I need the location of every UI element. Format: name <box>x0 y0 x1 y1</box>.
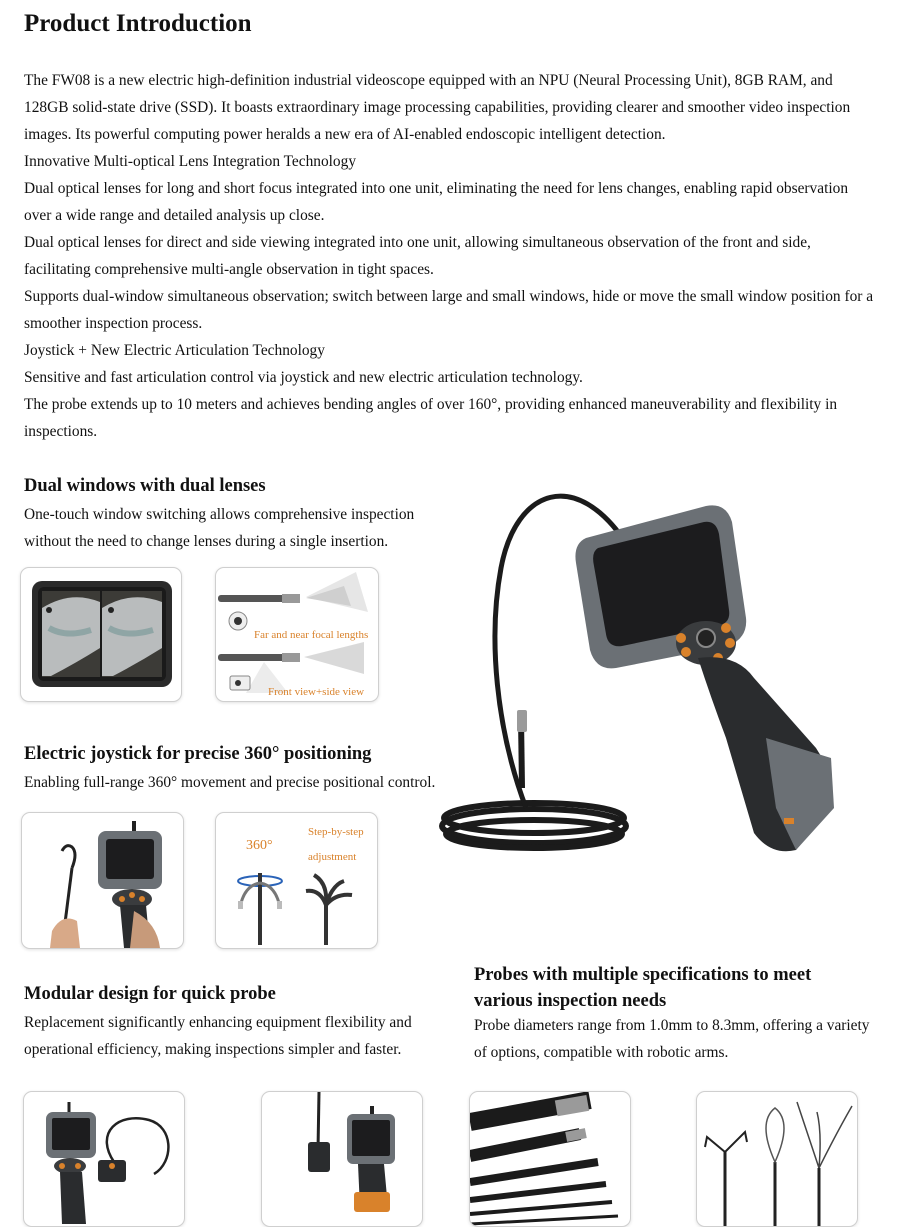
module-swap-image <box>261 1091 423 1227</box>
intro-paragraph: The FW08 is a new electric high-definition industrial videoscope equipped with an NPU (Neural Processing Unit), 8GB RAM, and 128GB solid-state drive (SSD). It boasts extraordinary image processing capabilities, providing clearer and smoother video inspection images. Its powerful computing power heralds a new era of AI-enabled endoscopic intelligent detection. <box>24 72 851 143</box>
modular-section-title: Modular design for quick probe <box>24 984 276 1004</box>
dual-section-title: Dual windows with dual lenses <box>24 476 266 496</box>
modular-section-text: Replacement significantly enhancing equipment flexibility and operational efficiency, making inspections simpler and faster. <box>24 1014 412 1058</box>
label-step-1: Step-by-step <box>308 826 364 838</box>
intro-paragraph: Dual optical lenses for long and short focus integrated into one unit, eliminating the need for lens changes, enabling rapid observation over a wide range and detailed analysis up close. <box>24 180 849 224</box>
label-step-2: adjustment <box>308 851 357 863</box>
intro-subheading: Joystick + New Electric Articulation Technology <box>24 342 325 359</box>
probe-sizes-image <box>469 1091 631 1227</box>
intro-paragraph: Supports dual-window simultaneous observation; switch between large and small windows, hide or move the small window position for a smoother inspection process. <box>24 288 874 332</box>
intro-paragraph: The probe extends up to 10 meters and achieves bending angles of over 160°, providing enhanced maneuverability and flexibility in inspections. <box>24 396 838 440</box>
probe-tools-image <box>696 1091 858 1227</box>
device-with-probe-image <box>23 1091 185 1227</box>
intro-subheading: Innovative Multi-optical Lens Integration Technology <box>24 153 357 170</box>
page-title: Product Introduction <box>24 10 252 37</box>
dual-window-image <box>20 567 182 702</box>
lens-diagram-image <box>215 567 379 702</box>
probes-section-text: Probe diameters range from 1.0mm to 8.3mm, offering a variety of options, compatible with robotic arms. <box>474 1017 870 1061</box>
intro-paragraph: Dual optical lenses for direct and side viewing integrated into one unit, allowing simultaneous observation of the front and side, facilitating comprehensive multi-angle observation in tight spaces. <box>24 234 811 278</box>
joystick-section-text: Enabling full-range 360° movement and precise positional control. <box>24 774 436 791</box>
dual-section-text: One-touch window switching allows comprehensive inspection without the need to change lenses during a single insertion. <box>24 506 415 550</box>
intro-text <box>24 67 876 445</box>
label-360: 360° <box>246 838 273 853</box>
view-label: Front view+side view <box>268 686 365 698</box>
probes-section-title: Probes with multiple specifications to meet various inspection needs <box>474 965 812 1011</box>
joystick-section-title: Electric joystick for precise 360° positioning <box>24 744 372 764</box>
intro-paragraph: Sensitive and fast articulation control via joystick and new electric articulation technology. <box>24 369 583 386</box>
articulation-diagram-image <box>215 812 378 949</box>
focal-label: Far and near focal lengths <box>254 629 369 641</box>
videoscope-product-image <box>436 478 856 858</box>
handheld-device-image <box>21 812 184 949</box>
